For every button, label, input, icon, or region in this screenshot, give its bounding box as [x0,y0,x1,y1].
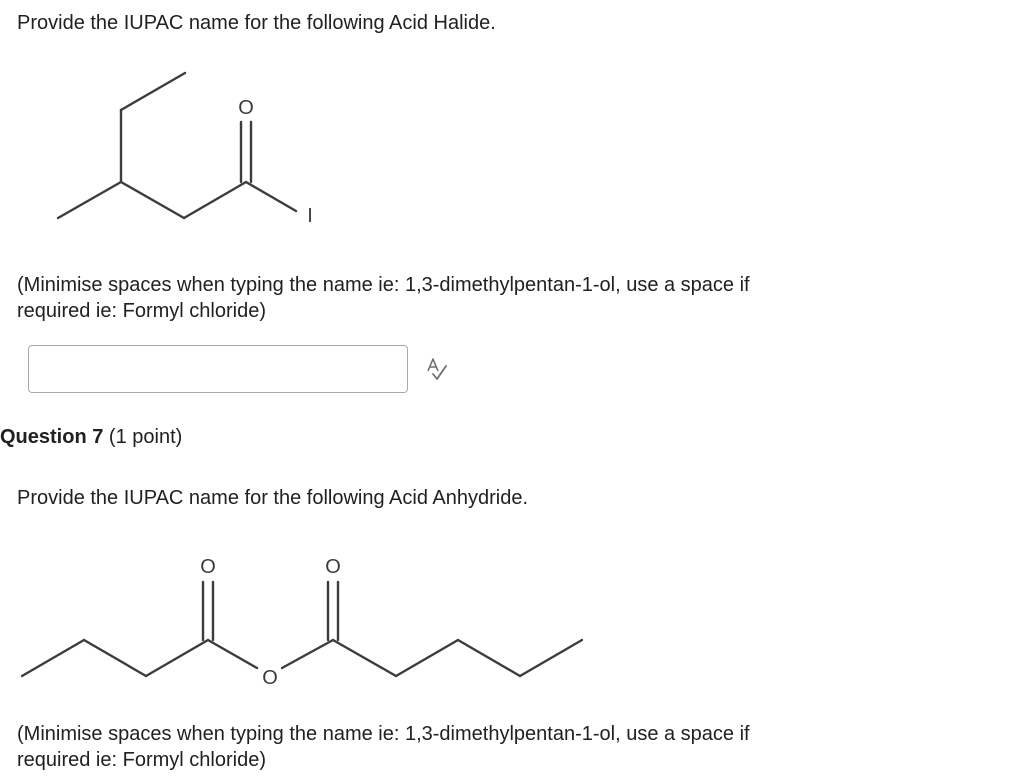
iodine-atom-label: I [307,205,313,227]
question-number: Question 7 [0,426,104,448]
bond [333,640,396,676]
bond [146,640,208,676]
carbonyl-oxygen-label: O [200,556,216,578]
question-6-prompt: Provide the IUPAC name for the following Acid Halide. [17,12,496,34]
hint-line-1: (Minimise spaces when typing the name ie: 1,3-dimethylpentan-1-ol, use a space if [17,274,750,296]
hint-line-2: required ie: Formyl chloride) [17,300,266,322]
question-7-prompt: Provide the IUPAC name for the following Acid Anhydride. [17,487,529,509]
bond [282,640,333,668]
carbonyl-oxygen-label: O [325,556,341,578]
question-points: (1 point) [108,426,183,448]
ester-oxygen-label: O [262,667,278,689]
bond [208,640,257,668]
bond [396,640,458,676]
hint-line-2: required ie: Formyl chloride) [17,749,266,771]
question-7-hint [17,721,750,773]
bond [84,640,146,676]
bond [22,640,84,676]
oxygen-atom-label: O [238,97,254,119]
bond [458,640,520,676]
hint-line-1: (Minimise spaces when typing the name ie: 1,3-dimethylpentan-1-ol, use a space if [17,723,750,745]
bond [520,640,582,676]
